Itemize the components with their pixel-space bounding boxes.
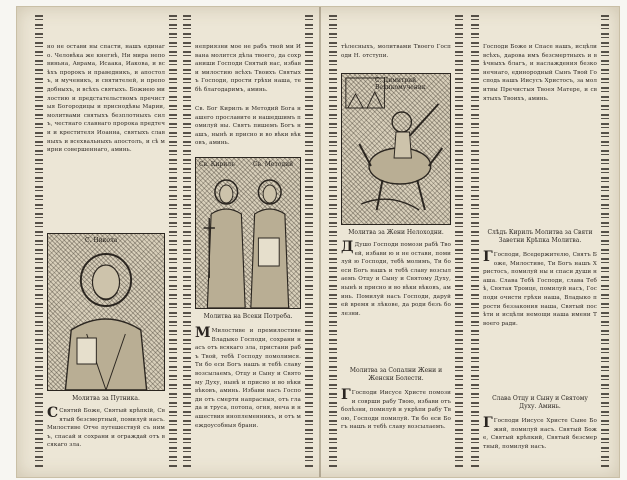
col2-text-bottom bbox=[195, 327, 301, 469]
col1-text-top: но не остави ны спасти, нашъ единаго. Человѣка же кнегнѣ, Ни мира неповиньна, Аврама, Исаака, Иакова, и всѣхъ пророкъ и праведникъ, и апостолъ, и мученикъ, и святителей, и преподобныхъ, и всѣхъ святыхъ. Божиею милостию и предстательствомъ пречистыя Богородицы и приснодѣвы Марии, молитвами святыхъ безплотныхъ силъ, честнаго славнаго пророка предтечи и крестителя Иоанна, святыхъ славныхъ и всехвальныхъ апостолъ, и сѣ мирни совершеннаго, аминь. bbox=[47, 44, 165, 154]
dropcap: С bbox=[47, 405, 59, 421]
col3-text-top: тѣлесныхъ, молитвами Твоего Господи Н. отступи. bbox=[341, 44, 451, 59]
col3-text-mid bbox=[341, 241, 451, 361]
col2-text-mid: Св. Бог Кирилъ и Методий Бога нашего прославите и нашедшимъ помилуй ны. Святъ пишемъ Богъ нашъ, нынѣ и присно и во вѣки вѣковъ, аминь. bbox=[195, 106, 301, 147]
ornament-border bbox=[35, 15, 43, 469]
icon-caption-right: Св. Методий bbox=[253, 161, 294, 168]
col3-text-bottom bbox=[341, 389, 451, 469]
col4-text-mid-body: Господи, Вседержителю, Святъ Боже, Милостиве, Ти Богъ нашъ Христосъ, помилуй ны и спаси души наша. Слава Тебѣ Господи, слава Тебѣ, Святая Троице, помилуй насъ, Господи очисти грѣхи наша, Владыко прости беззакония наша, Святый посѣти и исцѣли немощи наша имени Твоего ради. bbox=[483, 252, 597, 327]
col1-text-bottom bbox=[47, 407, 165, 469]
ornament-border bbox=[471, 15, 479, 469]
col1-text-bottom-body: Святий Боже, Святый крѣпкій, Святый безсмертный, помилуй насъ. Милостиве Отче путешествуй съ нимъ, спасай и сохрани и ограждай отъ всякаго зла. bbox=[47, 408, 165, 449]
col3-text-mid-body: Душо Господи помози рабѣ Твоей, избави ю и не остави, помилуй ю Господи, тебѣ молимъ, Ти бо еси Богъ нашъ и тебѣ славу возсылаемъ Отцу и Сыну и Святому Духу, нынѣ и присно и во вѣки вѣковъ, аминь. Помилуй насъ Господи, даруй ей время и лѣкове, да роди безъ болезни. bbox=[341, 242, 451, 317]
col2-heading: Молитва на Всеки Потреба. bbox=[203, 313, 293, 320]
ornament-border bbox=[169, 15, 177, 469]
icon-cyril-methodius bbox=[195, 157, 301, 309]
dropcap: Г bbox=[341, 387, 351, 403]
icon-st-demetrius bbox=[341, 73, 451, 225]
col3-heading-2: Молитва за Сопални Жени и Женски Болести. bbox=[349, 367, 443, 382]
col2-text-bottom-body: Милостиве и премилостиве Владыко Господи, сохрани насъ отъ всякаго зла, пристани рабъ Твой, тебѣ Господу помолимся. Ти бо еси Богъ нашъ и тебѣ славу возсылаемъ, Отцу и Сыну и Святому Духу, нынѣ и присно и во вѣки вѣковъ, аминь. Избави насъ Господи отъ смерти напрасныя, отъ глада и труса, потопа, огня, меча и нашествия иноплеменникъ, и отъ междоусобныя брани. bbox=[195, 328, 301, 429]
col4-text-top: Господи Боже и Спасе нашъ, исцѣли всѣхъ, дарова имъ безсмертныхъ и вѣчныхъ благъ, и наслаждения безконечнаго, единородный Сынъ Твой Господь нашъ Иисусъ Христосъ, за молитвы Пречистыя Твоея Матере, и святыхъ Твоихъ, аминь. bbox=[483, 44, 597, 102]
col2-text-top: неприязни мое не рабъ твой ми Ивана молится дѣла твоего, да сохраниши Господи Святый нас, избави милостию всѣхъ Твоихъ Святыхъ Господи, прости грѣхи наша, тебѣ благодаримъ, аминь. bbox=[195, 44, 301, 93]
ornament-border bbox=[183, 15, 191, 469]
col3-heading: Молитва за Жени Нелоходни. bbox=[348, 229, 444, 236]
dropcap: Г bbox=[483, 249, 493, 265]
column-2 bbox=[183, 15, 313, 469]
col4-heading-2: Слава Отцу и Сыну и Святому Духу. Аминь. bbox=[492, 395, 588, 410]
woodcut-caption: С. Димитрий Великомученик bbox=[375, 77, 426, 91]
document-sheet bbox=[16, 6, 620, 478]
column-3 bbox=[329, 15, 463, 469]
col4-text-bottom-body: Господи Иисусе Христе Сыне Божий, помилуй насъ. Святый Боже, Святый крѣпкий, Святый безсмертный, помилуй насъ. bbox=[483, 418, 597, 450]
page-fold bbox=[319, 7, 321, 477]
icon-caption-left: Св. Кирилъ bbox=[199, 161, 235, 168]
col4-text-bottom bbox=[483, 417, 597, 469]
dropcap: Д bbox=[341, 239, 354, 255]
column-1 bbox=[35, 15, 177, 469]
icon-saint-nicholas bbox=[47, 233, 165, 391]
column-4 bbox=[471, 15, 609, 469]
ornament-border bbox=[329, 15, 337, 469]
dropcap: Г bbox=[483, 415, 493, 431]
ornament-border bbox=[305, 15, 313, 469]
icon-caption: С. Никола bbox=[85, 237, 118, 244]
ornament-border bbox=[601, 15, 609, 469]
col3-text-bottom-body: Господи Иисусе Христе помози и соврши рабу Твою, избави отъ болѣзни, помилуй и укрѣпи рабу Твою, Господи помилуй. Ти бо еси Богъ нашъ и тебѣ славу возсылаемъ. bbox=[341, 390, 451, 431]
col4-text-mid bbox=[483, 251, 597, 391]
dropcap: М bbox=[195, 325, 211, 341]
col4-heading: Слѣдъ Кирилъ Молитва за Святи Заветни Крѣпка Молитва. bbox=[487, 229, 593, 244]
col1-heading: Молитва за Путника. bbox=[72, 395, 140, 402]
